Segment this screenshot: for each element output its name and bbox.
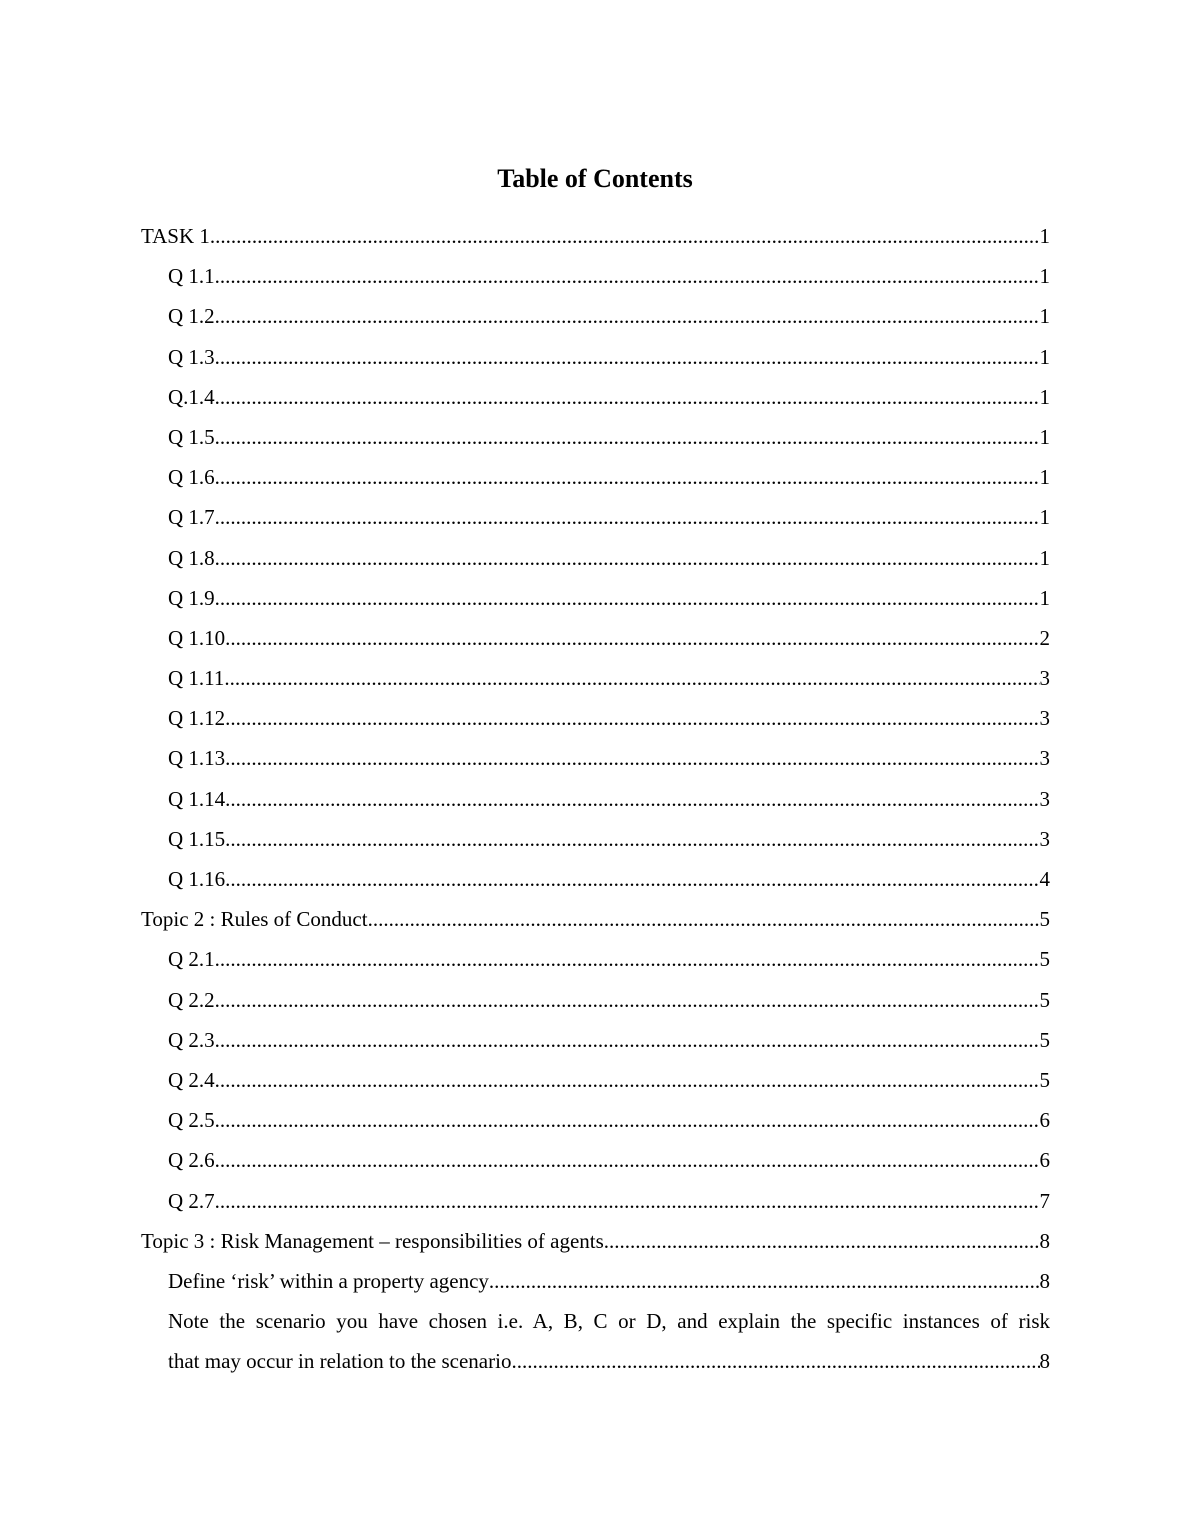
toc-entry-label: Q.1.4	[168, 384, 215, 409]
dot-leader	[215, 538, 1040, 578]
toc-entry-q1-12[interactable]	[141, 698, 1050, 738]
toc-entry-q1-1[interactable]	[141, 256, 1050, 296]
toc-list	[141, 216, 1050, 1381]
toc-entry-topic-3[interactable]	[141, 1221, 1050, 1261]
toc-entry-q1-3[interactable]	[141, 337, 1050, 377]
toc-page-number: 5	[1039, 1027, 1050, 1052]
toc-page-number: 2	[1039, 625, 1050, 650]
toc-entry-label: Q 1.3	[168, 344, 215, 369]
toc-page-number: 1	[1039, 384, 1050, 409]
toc-entry-line-2	[168, 1341, 1050, 1381]
toc-entry-q1-10[interactable]	[141, 618, 1050, 658]
toc-entry-q1-8[interactable]	[141, 538, 1050, 578]
dot-leader	[225, 819, 1039, 859]
toc-page-number: 3	[1039, 666, 1050, 691]
dot-leader	[225, 618, 1039, 658]
dot-leader	[215, 377, 1040, 417]
dot-leader	[215, 980, 1040, 1020]
toc-entry-label: Q 1.1	[168, 264, 215, 289]
dot-leader	[224, 658, 1039, 698]
toc-page-number: 3	[1039, 786, 1050, 811]
dot-leader	[215, 939, 1040, 979]
toc-entry-task-1[interactable]	[141, 216, 1050, 256]
toc-entry-label: Q 2.4	[168, 1067, 215, 1092]
toc-entry-q1-2[interactable]	[141, 296, 1050, 336]
dot-leader	[511, 1341, 1039, 1381]
toc-page-number: 1	[1039, 344, 1050, 369]
toc-entry-label: Q 1.12	[168, 706, 226, 731]
toc-page-number: 3	[1039, 706, 1050, 731]
toc-entry-q1-4[interactable]	[141, 377, 1050, 417]
dot-leader	[215, 337, 1040, 377]
dot-leader	[225, 738, 1039, 778]
toc-entry-label: TASK 1	[141, 224, 210, 248]
toc-entry-label: Q 2.1	[168, 947, 215, 972]
toc-entry-q1-9[interactable]	[141, 578, 1050, 618]
toc-entry-label: Define ‘risk’ within a property agency	[168, 1268, 489, 1293]
toc-entry-label-line-2: that may occur in relation to the scenario	[168, 1349, 512, 1374]
toc-entry-q1-15[interactable]	[141, 819, 1050, 859]
toc-entry-label: Q 1.9	[168, 585, 215, 610]
toc-entry-q2-1[interactable]	[141, 939, 1050, 979]
toc-page-number: 8	[1039, 1228, 1050, 1253]
toc-page-number: 5	[1039, 987, 1050, 1012]
toc-entry-label: Q 1.5	[168, 424, 215, 449]
toc-entry-scenario-risk[interactable]	[141, 1301, 1050, 1381]
toc-entry-label: Q 1.14	[168, 786, 226, 811]
toc-entry-q2-4[interactable]	[141, 1060, 1050, 1100]
page-title: Table of Contents	[497, 164, 693, 193]
toc-entry-label: Q 2.3	[168, 1027, 215, 1052]
toc-page-number: 5	[1039, 1067, 1050, 1092]
toc-entry-label: Q 1.7	[168, 505, 215, 530]
toc-entry-label-line-1: Note the scenario you have chosen i.e. A, B, C or D, and explain the specific instances of risk	[168, 1309, 1050, 1334]
dot-leader	[489, 1261, 1040, 1301]
toc-entry-label: Q 1.16	[168, 867, 226, 891]
toc-page-number: 6	[1039, 1108, 1050, 1133]
toc-page-number: 5	[1039, 947, 1050, 972]
toc-entry-q1-5[interactable]	[141, 417, 1050, 457]
toc-entry-q1-11[interactable]	[141, 658, 1050, 698]
toc-page-number: 8	[1039, 1268, 1050, 1293]
toc-entry-label: Q 2.6	[168, 1148, 215, 1173]
toc-page-number: 8	[1039, 1349, 1050, 1374]
toc-entry-label: Q 1.2	[168, 304, 215, 329]
toc-page-number: 1	[1039, 304, 1050, 329]
dot-leader	[225, 859, 1039, 899]
toc-page-number: 1	[1039, 424, 1050, 449]
toc-page-number: 1	[1039, 585, 1050, 610]
toc-entry-label: Q 1.15	[168, 826, 226, 851]
toc-entry-define-risk[interactable]	[141, 1261, 1050, 1301]
toc-entry-q2-5[interactable]	[141, 1100, 1050, 1140]
toc-entry-q1-6[interactable]	[141, 457, 1050, 497]
dot-leader	[215, 578, 1040, 618]
dot-leader	[368, 899, 1040, 939]
dot-leader	[215, 1140, 1040, 1180]
toc-page-number: 5	[1039, 907, 1050, 932]
toc-entry-q1-16[interactable]	[141, 859, 1050, 899]
toc-page-number: 1	[1039, 465, 1050, 490]
toc-page-number: 7	[1039, 1188, 1050, 1213]
toc-entry-label: Q 1.10	[168, 625, 226, 650]
toc-page-number: 3	[1039, 746, 1050, 771]
toc-page-number: 1	[1039, 264, 1050, 289]
toc-entry-label: Q 2.7	[168, 1188, 215, 1213]
toc-page-number: 1	[1039, 505, 1050, 530]
toc-entry-label: Q 2.5	[168, 1108, 215, 1133]
toc-entry-label: Q 1.6	[168, 465, 215, 490]
dot-leader	[215, 1020, 1040, 1060]
toc-entry-q2-3[interactable]	[141, 1020, 1050, 1060]
dot-leader	[210, 216, 1040, 256]
toc-entry-q2-6[interactable]	[141, 1140, 1050, 1180]
dot-leader	[215, 417, 1040, 457]
toc-page-number: 1	[1039, 545, 1050, 570]
toc-entry-label: Q 1.8	[168, 545, 215, 570]
dot-leader	[215, 1100, 1040, 1140]
dot-leader	[225, 698, 1039, 738]
toc-entry-q1-13[interactable]	[141, 738, 1050, 778]
toc-page-number: 4	[1039, 867, 1050, 891]
toc-page-number: 3	[1039, 826, 1050, 851]
toc-entry-label: Topic 3 : Risk Management – responsibilities of agents	[141, 1228, 604, 1253]
toc-entry-topic-2[interactable]	[141, 899, 1050, 939]
toc-entry-q1-14[interactable]	[141, 779, 1050, 819]
dot-leader	[215, 497, 1040, 537]
dot-leader	[215, 457, 1040, 497]
dot-leader	[215, 296, 1040, 336]
toc-entry-q2-7[interactable]	[141, 1181, 1050, 1221]
toc-entry-label: Topic 2 : Rules of Conduct	[141, 907, 368, 932]
dot-leader	[215, 1060, 1040, 1100]
dot-leader	[215, 1181, 1040, 1221]
toc-entry-label: Q 1.13	[168, 746, 226, 771]
toc-page-number: 6	[1039, 1148, 1050, 1173]
toc-page-number: 1	[1039, 224, 1050, 248]
dot-leader	[215, 256, 1040, 296]
toc-entry-label: Q 1.11	[168, 666, 225, 691]
dot-leader	[604, 1221, 1040, 1261]
toc-entry-q1-7[interactable]	[141, 497, 1050, 537]
dot-leader	[225, 779, 1039, 819]
toc-entry-q2-2[interactable]	[141, 980, 1050, 1020]
toc-entry-label: Q 2.2	[168, 987, 215, 1012]
